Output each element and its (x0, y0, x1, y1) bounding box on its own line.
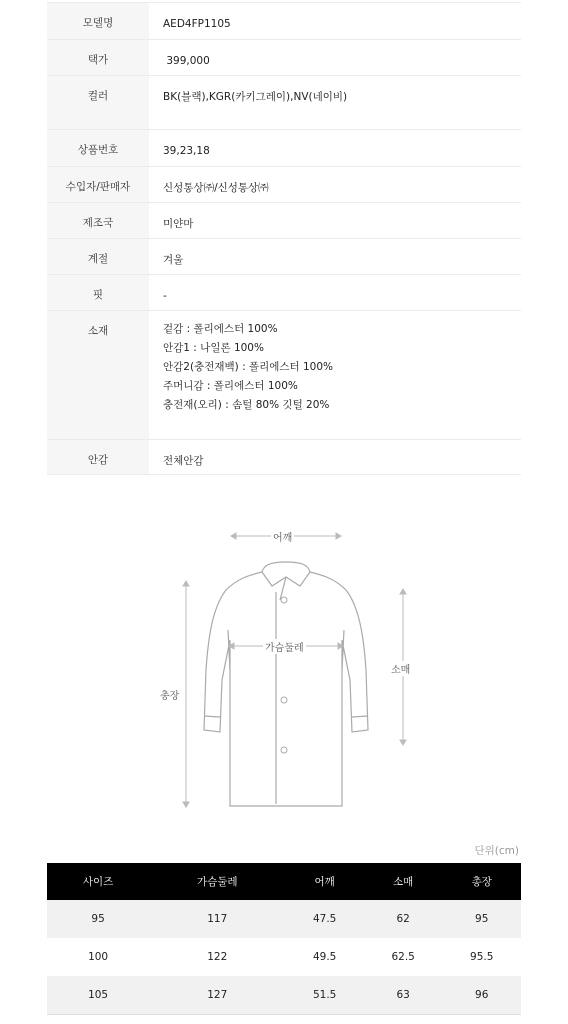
info-value (149, 203, 521, 238)
info-value-text: 겨울 (163, 254, 184, 266)
info-value-text: 신성통상㈜/신성통상㈜ (163, 182, 269, 194)
cell-shoulder: 47.5 (285, 900, 364, 938)
info-label: 제조국 (47, 203, 149, 238)
cell-sleeve: 63 (364, 976, 443, 1014)
arrow-head (183, 581, 189, 586)
arrow-head (400, 740, 406, 745)
shoulder-label: 어깨 (271, 529, 294, 544)
material-line: 안감1 : 나일론 100% (163, 342, 264, 354)
info-value (149, 239, 521, 274)
info-label: 계절 (47, 239, 149, 274)
material-line: 겉감 : 폴리에스터 100% (163, 323, 278, 335)
coat-illustration (0, 520, 568, 820)
cell-chest: 127 (149, 976, 285, 1014)
table-row (47, 976, 521, 1014)
info-label: 안감 (47, 440, 149, 474)
cell-chest: 117 (149, 900, 285, 938)
info-row-season (47, 238, 521, 274)
info-row-model (47, 2, 521, 39)
info-value-text: - (163, 290, 167, 302)
info-row-price (47, 39, 521, 75)
unit-label: 단위(cm) (474, 845, 519, 857)
info-value-text: 39,23,18 (163, 145, 210, 157)
size-guide-diagram (0, 520, 568, 820)
header-chest: 가슴둘레 (149, 863, 285, 900)
cell-shoulder: 49.5 (312, 951, 337, 963)
material-line: 주머니감 : 폴리에스터 100% (163, 380, 298, 392)
header-length: 총장 (442, 863, 521, 900)
info-value (149, 275, 521, 310)
arrow-head (336, 533, 341, 539)
coat-collar (262, 562, 310, 586)
info-row-color (47, 75, 521, 129)
material-line: 안감2(충전재백) : 폴리에스터 100% (163, 361, 334, 373)
info-row-fit (47, 274, 521, 310)
info-label: 모델명 (47, 3, 149, 39)
info-row-lining (47, 439, 521, 475)
material-line: 충전재(오리) : 솜털 80% 깃털 20% (163, 399, 330, 411)
info-value (149, 76, 521, 129)
info-value-text: 미얀마 (163, 218, 194, 230)
cell-length: 95.5 (470, 951, 494, 963)
info-label: 상품번호 (47, 130, 149, 166)
info-label: 컬러 (47, 76, 149, 129)
info-value (149, 3, 521, 39)
cell-length: 96 (442, 976, 521, 1014)
length-label: 총장 (158, 687, 181, 702)
info-value-text: BK(블랙),KGR(카키그레이),NV(네이비) (163, 91, 348, 103)
coat-outline (204, 572, 368, 806)
chest-label: 가슴둘레 (263, 639, 306, 654)
header-size: 사이즈 (47, 863, 149, 900)
arrow-head (183, 802, 189, 807)
info-row-importer (47, 166, 521, 202)
cell-shoulder: 51.5 (285, 976, 364, 1014)
cell-size: 95 (47, 900, 149, 938)
info-row-product-number (47, 129, 521, 166)
info-row-material (47, 310, 521, 439)
info-label: 택가 (47, 40, 149, 75)
header-sleeve: 소매 (364, 863, 443, 900)
size-table (47, 863, 521, 1015)
info-label: 소재 (47, 311, 149, 439)
coat-button (281, 747, 287, 753)
coat-button (281, 597, 287, 603)
arrow-head (400, 589, 406, 594)
product-info-table (47, 2, 521, 475)
info-label: 수입자/판매자 (47, 167, 149, 202)
cell-sleeve: 62 (364, 900, 443, 938)
arrow-head (231, 533, 236, 539)
cell-size: 105 (47, 976, 149, 1014)
info-value (149, 167, 521, 202)
table-row (47, 900, 521, 938)
info-label: 핏 (47, 275, 149, 310)
cell-length: 95 (442, 900, 521, 938)
info-value (149, 440, 521, 474)
table-row (47, 938, 521, 976)
sleeve-label: 소매 (389, 661, 412, 676)
cell-chest: 122 (207, 951, 228, 963)
size-table-header (47, 863, 521, 900)
coat-cuffs (204, 716, 368, 717)
info-value (149, 130, 521, 166)
header-shoulder: 어깨 (285, 863, 364, 900)
info-value (149, 311, 521, 439)
cell-size: 100 (88, 951, 109, 963)
coat-button (281, 697, 287, 703)
info-row-country (47, 202, 521, 238)
info-value (149, 40, 521, 75)
info-value-text: 전체안감 (163, 455, 204, 467)
info-value-text: AED4FP1105 (163, 18, 231, 30)
cell-sleeve: 62.5 (391, 951, 415, 963)
info-value-text: 399,000 (163, 55, 210, 67)
